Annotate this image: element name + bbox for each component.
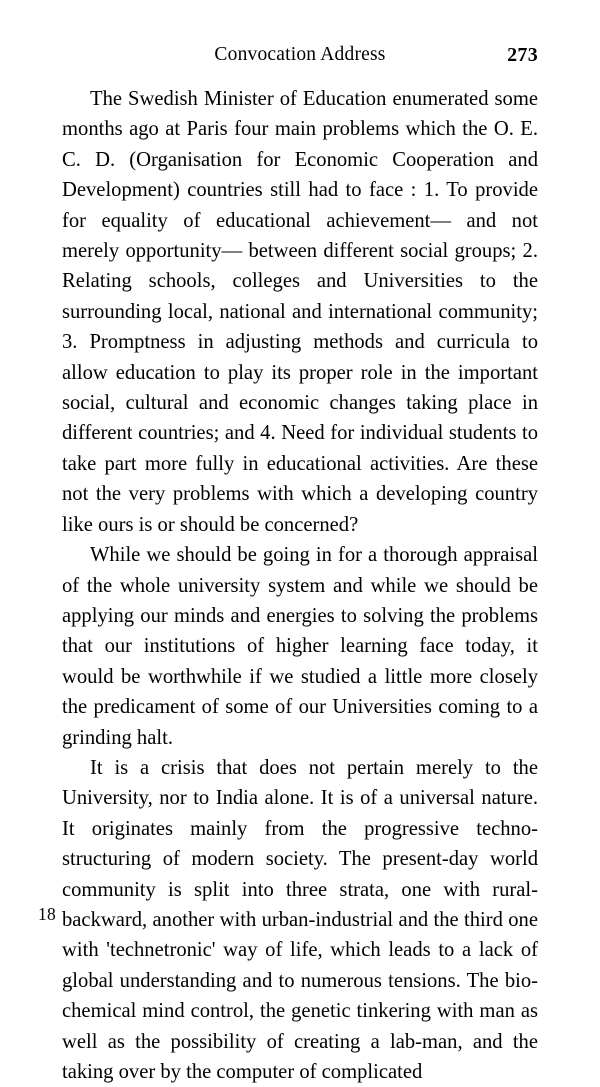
running-head: Convocation Address: [214, 44, 386, 65]
body-text: [62, 84, 538, 1087]
page-number-bottom: 18: [38, 904, 57, 924]
paragraph: It is a crisis that does not pertain merely to the University, nor to India alone. It is of a universal nature. It originates mainly from the progressive techno-structuring of modern society. The present-day world community is split into three strata, one with rural-backward, another with urban-industrial and the third one with 'technetronic' way of life, which leads to a lack of global understanding and to numerous tensions. The bio-chemical mind control, the genetic tinkering with man as well as the possibility of creating a lab-man, and the taking over by the computer of complicated: [62, 756, 538, 1083]
paragraph: The Swedish Minister of Education enumerated some months ago at Paris four main problems which the O. E. C. D. (Organisation for Economic Cooperation and Development) countries still had to face : 1. To provide for equality of educational achievement— and not merely opportunity— between different social groups; 2. Relating schools, colleges and Universities to the surrounding local, national and international community; 3. Promptness in adjusting methods and curricula to allow education to play its proper role in the important social, cultural and economic changes taking place in different countries; and 4. Need for individual students to take part more fully in educational activities. Are these not the very problems with which a developing country like ours is or should be concerned?: [62, 88, 538, 536]
paragraph: While we should be going in for a thorough appraisal of the whole university system and while we should be applying our minds and energies to solving the problems that our institutions of higher learning face today, it would be worthwhile if we studied a little more closely the predicament of some of our Universities coming to a grinding halt.: [62, 544, 538, 749]
page-header: [62, 44, 538, 70]
page-number-top: 273: [507, 44, 538, 66]
